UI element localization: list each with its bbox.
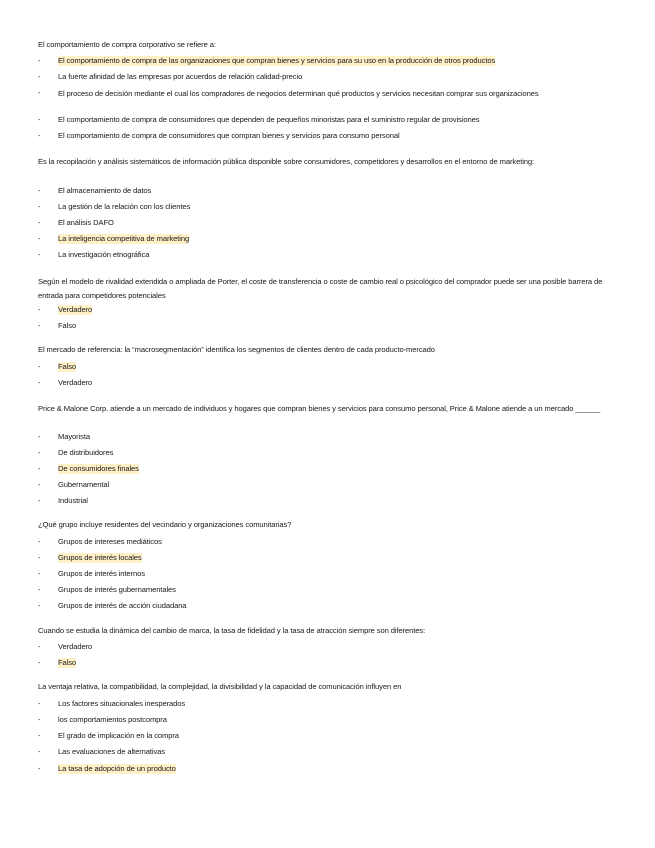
bullet-dash: -	[38, 72, 41, 81]
bullet-dash: -	[38, 642, 41, 651]
bullet-dash: -	[38, 569, 41, 578]
answer-option	[38, 747, 598, 757]
question-prompt: El mercado de referencia: la “macrosegmentación” identifica los segmentos de clientes dentro de cada producto-mercado	[38, 345, 435, 354]
bullet-dash: -	[38, 321, 41, 330]
answer-text: La investigación etnográfica	[58, 250, 150, 259]
answer-option	[38, 601, 598, 611]
answer-text: El comportamiento de compra de consumidores que dependen de pequeños minoristas para el suministro regular de provisiones	[58, 115, 480, 124]
answer-text: Industrial	[58, 496, 88, 505]
answer-option	[38, 321, 598, 331]
answer-text-highlighted: Falso	[58, 658, 77, 667]
bullet-dash: -	[38, 218, 41, 227]
answer-text: Gubernamental	[58, 480, 110, 489]
answer-option	[38, 186, 598, 196]
answer-text: La fuerte afinidad de las empresas por acuerdos de relación calidad-precio	[58, 72, 303, 81]
bullet-dash: -	[38, 56, 41, 65]
question-prompt: Price & Malone Corp. atiende a un mercado de individuos y hogares que compran bienes y servicios para consumo personal, Price & Malone atiende a un mercado ______	[38, 404, 601, 413]
answer-text: Verdadero	[58, 378, 93, 387]
answer-option	[38, 715, 598, 725]
bullet-dash: -	[38, 115, 41, 124]
answer-option	[38, 464, 598, 474]
answer-text: La gestión de la relación con los clientes	[58, 202, 191, 211]
answer-option	[38, 553, 598, 563]
answer-option	[38, 448, 598, 458]
bullet-dash: -	[38, 464, 41, 473]
answer-option	[38, 432, 598, 442]
bullet-dash: -	[38, 432, 41, 441]
answer-text: De distribuidores	[58, 448, 114, 457]
bullet-dash: -	[38, 699, 41, 708]
question-prompt: ¿Qué grupo incluye residentes del vecindario y organizaciones comunitarias?	[38, 520, 292, 529]
answer-option	[38, 658, 598, 668]
answer-text: El proceso de decisión mediante el cual los compradores de negocios determinan qué productos y servicios necesitan comprar sus organizaciones	[58, 89, 539, 98]
bullet-dash: -	[38, 553, 41, 562]
bullet-dash: -	[38, 496, 41, 505]
answer-text: El comportamiento de compra de consumidores que compran bienes y servicios para consumo personal	[58, 131, 400, 140]
bullet-dash: -	[38, 305, 41, 314]
answer-text: El análisis DAFO	[58, 218, 114, 227]
answer-option	[38, 569, 598, 579]
answer-text: Los factores situacionales inesperados	[58, 699, 186, 708]
question-prompt: Según el modelo de rivalidad extendida o ampliada de Porter, el coste de transferencia o coste de cambio real o psicológico del comprador puede ser una posible barrera de entrada para competidores potenciales	[38, 277, 603, 300]
answer-option	[38, 362, 598, 372]
bullet-dash: -	[38, 601, 41, 610]
answer-option	[38, 131, 598, 141]
question-prompt: Es la recopilación y análisis sistemáticos de información pública disponible sobre consumidores, competidores y desarrollos en el entorno de marketing:	[38, 157, 535, 166]
answer-option	[38, 218, 598, 228]
answer-option	[38, 731, 598, 741]
answer-text: Mayorista	[58, 432, 91, 441]
answer-option	[38, 642, 598, 652]
bullet-dash: -	[38, 234, 41, 243]
answer-text-highlighted: Verdadero	[58, 305, 93, 314]
bullet-dash: -	[38, 448, 41, 457]
answer-option	[38, 305, 598, 315]
bullet-dash: -	[38, 747, 41, 756]
bullet-dash: -	[38, 186, 41, 195]
answer-option	[38, 234, 598, 244]
answer-text: los comportamientos postcompra	[58, 715, 167, 724]
bullet-dash: -	[38, 378, 41, 387]
bullet-dash: -	[38, 362, 41, 371]
answer-text: Grupos de interés gubernamentales	[58, 585, 176, 594]
bullet-dash: -	[38, 202, 41, 211]
answer-option	[38, 480, 598, 490]
answer-option	[38, 250, 598, 260]
answer-text: Grupos de interés de acción ciudadana	[58, 601, 187, 610]
answer-option	[38, 115, 598, 125]
question-prompt: El comportamiento de compra corporativo se refiere a:	[38, 40, 216, 49]
answer-option	[38, 699, 598, 709]
answer-text: Las evaluaciones de alternativas	[58, 747, 165, 756]
bullet-dash: -	[38, 658, 41, 667]
answer-option	[38, 88, 598, 110]
answer-text-highlighted: Falso	[58, 362, 77, 371]
answer-text: El grado de implicación en la compra	[58, 731, 179, 740]
answer-text: Grupos de intereses mediáticos	[58, 537, 162, 546]
answer-text: Falso	[58, 321, 77, 330]
answer-option	[38, 378, 598, 388]
answer-text: El almacenamiento de datos	[58, 186, 152, 195]
answer-text-highlighted: El comportamiento de compra de las organizaciones que compran bienes y servicios para su uso en la producción de otros productos	[58, 56, 496, 65]
answer-text-highlighted: Grupos de interés locales	[58, 553, 142, 562]
question-prompt: Cuando se estudia la dinámica del cambio de marca, la tasa de fidelidad y la tasa de atracción siempre son diferentes:	[38, 626, 426, 635]
bullet-dash: -	[38, 480, 41, 489]
answer-option	[38, 56, 598, 66]
question-prompt: La ventaja relativa, la compatibilidad, la complejidad, la divisibilidad y la capacidad de comunicación influyen en	[38, 682, 402, 691]
answer-option	[38, 764, 598, 774]
answer-text: Verdadero	[58, 642, 93, 651]
answer-option	[38, 202, 598, 212]
answer-text-highlighted: De consumidores finales	[58, 464, 139, 473]
answer-option	[38, 537, 598, 547]
bullet-dash: -	[38, 731, 41, 740]
bullet-dash: -	[38, 537, 41, 546]
bullet-dash: -	[38, 131, 41, 140]
answer-text-highlighted: La inteligencia competitiva de marketing	[58, 234, 190, 243]
bullet-dash: -	[38, 88, 41, 97]
answer-option	[38, 496, 598, 506]
answer-text-highlighted: La tasa de adopción de un producto	[58, 764, 176, 773]
bullet-dash: -	[38, 250, 41, 259]
bullet-dash: -	[38, 585, 41, 594]
bullet-dash: -	[38, 715, 41, 724]
bullet-dash: -	[38, 764, 41, 773]
answer-option	[38, 72, 598, 82]
answer-text: Grupos de interés internos	[58, 569, 145, 578]
answer-option	[38, 585, 598, 595]
